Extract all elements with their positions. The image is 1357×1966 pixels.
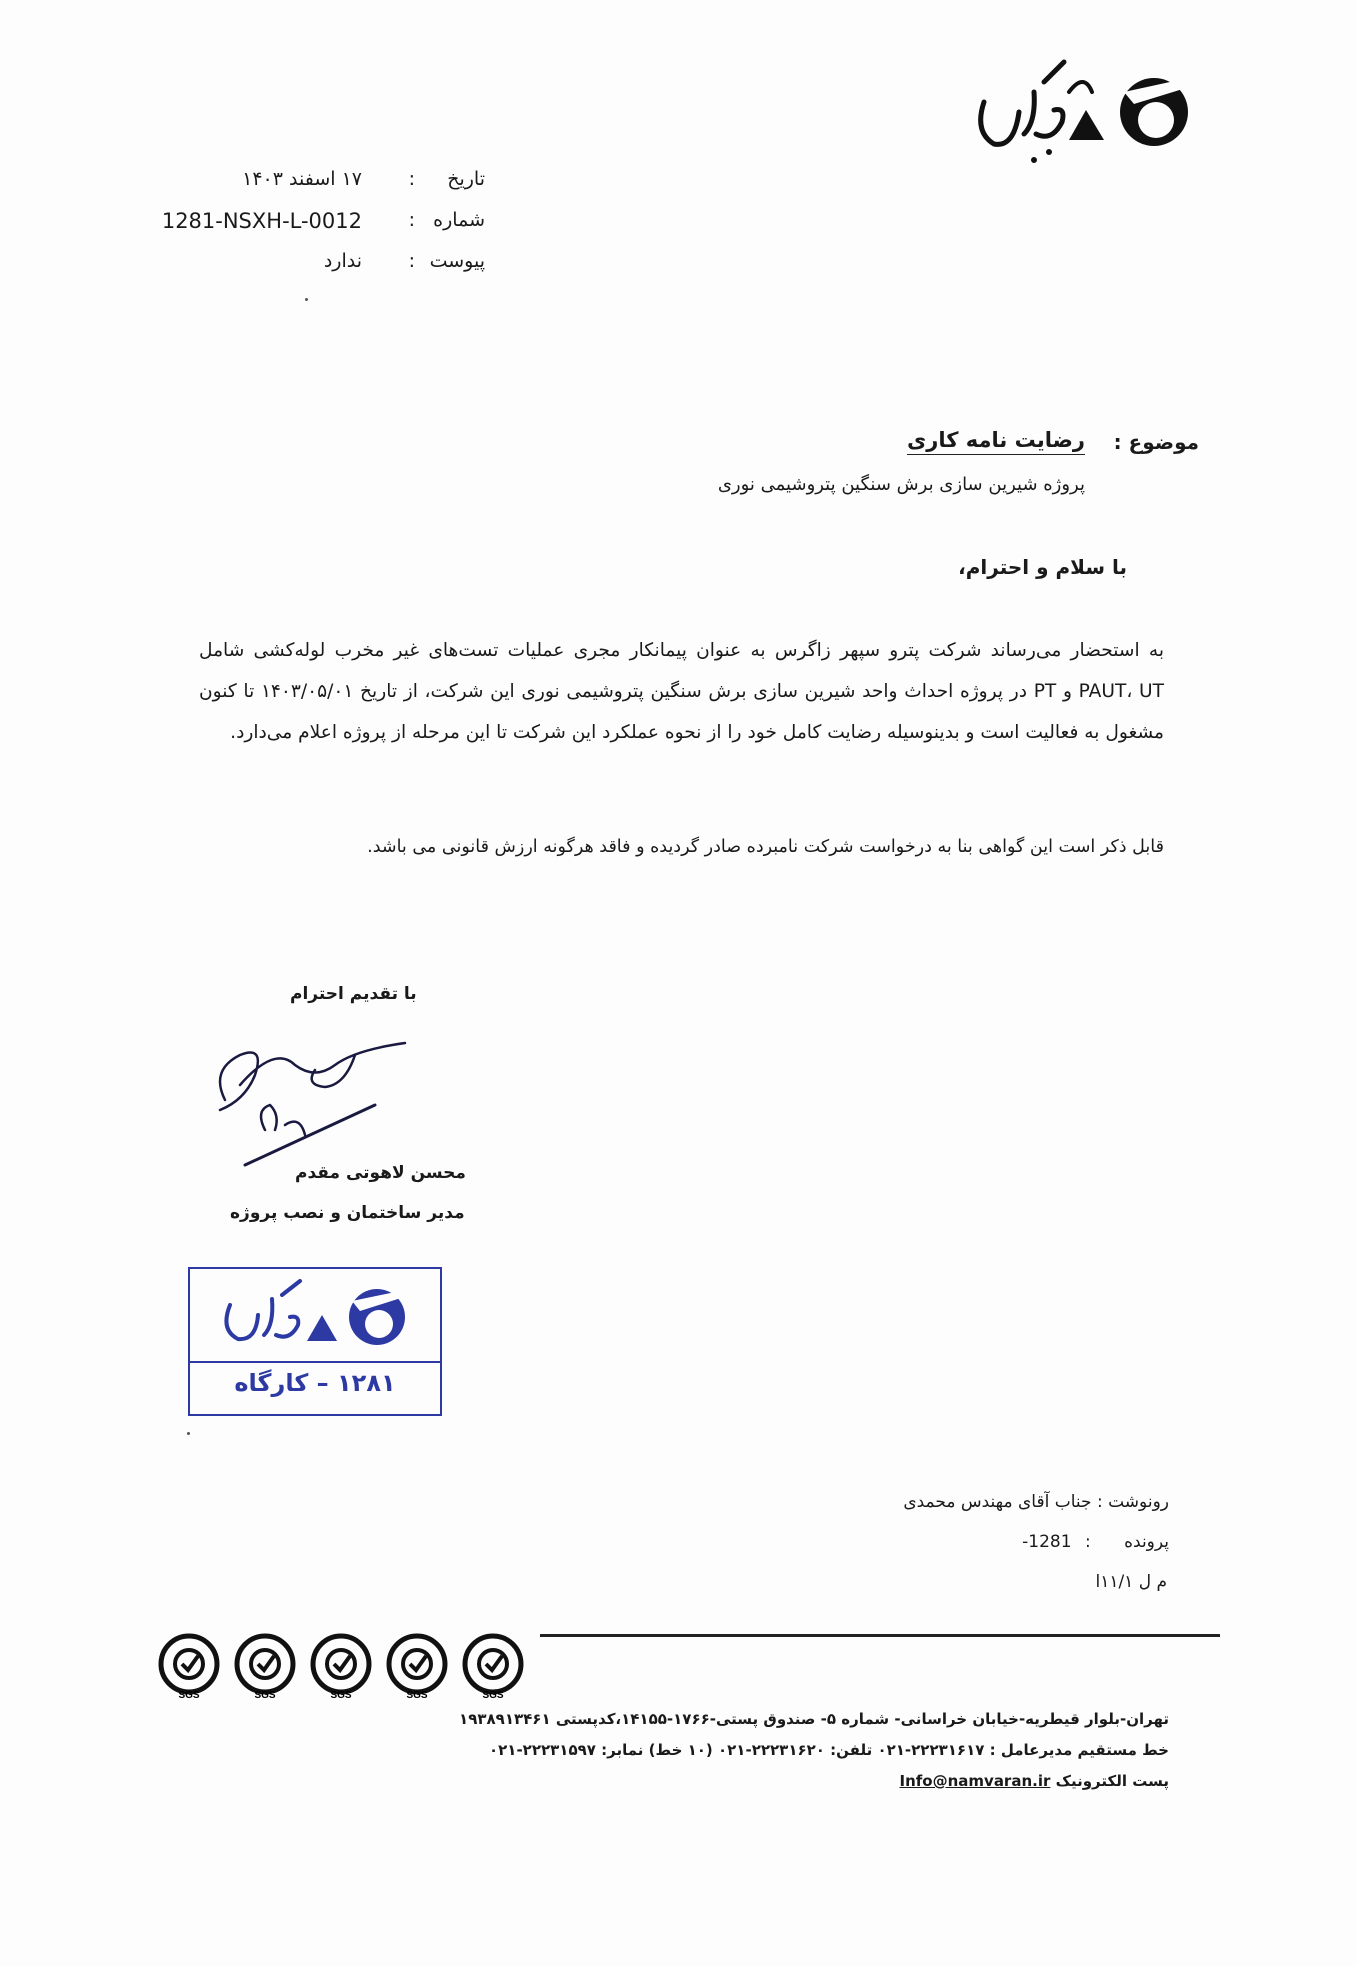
attachment-value: ندارد — [323, 250, 362, 272]
number-label: شماره — [433, 209, 485, 231]
number-separator: : — [408, 209, 415, 231]
date-label: تاریخ — [447, 168, 485, 190]
speck — [187, 1432, 190, 1435]
check-icon — [334, 1656, 350, 1670]
signer-title: مدیر ساختمان و نصب پروژه — [230, 1203, 465, 1223]
reference-code: م ل ۱۱/۱ا — [1095, 1572, 1167, 1592]
signer-name: محسن لاهوتی مقدم — [295, 1163, 466, 1183]
sgs-badge — [389, 1636, 445, 1701]
sgs-badge — [161, 1636, 217, 1701]
cc-label: رونوشت : — [1096, 1492, 1169, 1512]
file-separator: : — [1084, 1532, 1091, 1552]
attachment-row — [150, 250, 485, 291]
closing-regards: با تقدیم احترام — [290, 984, 417, 1004]
subject-label: موضوع : — [1113, 430, 1199, 454]
file-value: 1281- — [1022, 1532, 1072, 1552]
number-row — [150, 209, 485, 250]
check-icon — [258, 1656, 274, 1670]
svg-text:SGS: SGS — [406, 1690, 428, 1701]
subject-title: رضایت نامه کاری — [907, 428, 1085, 455]
sgs-badge — [465, 1636, 521, 1701]
cc-value: جناب آقای مهندس محمدی — [903, 1492, 1092, 1512]
date-separator: : — [408, 168, 415, 190]
speck — [305, 298, 308, 301]
sgs-badge — [237, 1636, 293, 1701]
attachment-label: پیوست — [429, 250, 485, 272]
date-value: ۱۷ اسفند ۱۴۰۳ — [242, 168, 362, 190]
company-stamp — [188, 1267, 442, 1416]
attachment-separator: : — [408, 250, 415, 272]
file-label: پرونده — [1124, 1532, 1169, 1552]
file-line — [1022, 1532, 1169, 1552]
legal-note: قابل ذکر است این گواهی بنا به درخواست شرکت نامبرده صادر گردیده و فاقد هرگونه ارزش قانونی می باشد. — [367, 837, 1164, 857]
cc-line — [903, 1492, 1169, 1512]
svg-text:SGS: SGS — [254, 1690, 276, 1701]
footer-phones: خط مستقیم مدیرعامل : ۲۲۲۳۱۶۱۷-۰۲۱ تلفن: ۲۲۲۳۱۶۲۰-۰۲۱ (۱۰ خط) نمابر: ۲۲۲۳۱۵۹۷-۰۲۱ — [488, 1741, 1169, 1759]
stamp-divider — [190, 1361, 440, 1363]
sgs-badge — [313, 1636, 369, 1701]
svg-text:SGS: SGS — [330, 1690, 352, 1701]
stamp-text: ۱۲۸۱ – کارگاه — [234, 1369, 396, 1397]
svg-text:SGS: SGS — [482, 1690, 504, 1701]
footer-rule — [540, 1634, 1220, 1637]
date-row — [150, 168, 485, 209]
stamp-logo — [212, 1275, 417, 1357]
footer-email-row — [900, 1772, 1169, 1790]
email-label: پست الکترونیک — [1055, 1772, 1169, 1790]
check-icon — [486, 1656, 502, 1670]
greeting: با سلام و احترام، — [958, 555, 1127, 579]
footer-address: تهران-بلوار قیطریه-خیابان خراسانی- شماره ۵- صندوق پستی-۱۷۶۶-۱۴۱۵۵،کدپستی ۱۹۳۸۹۱۳۴۶۱ — [459, 1710, 1169, 1728]
check-icon — [182, 1656, 198, 1670]
email-link[interactable]: Info@namvaran.ir — [899, 1772, 1051, 1790]
letter-meta — [150, 168, 485, 291]
check-icon — [410, 1656, 426, 1670]
handwritten-signature — [205, 1025, 415, 1175]
number-value: 1281-NSXH-L-0012 — [161, 209, 362, 233]
company-logo — [974, 52, 1199, 180]
svg-text:SGS: SGS — [178, 1690, 200, 1701]
body-paragraph: به استحضار می‌رساند شرکت پترو سپهر زاگرس به عنوان پیمانکار مجری عملیات تست‌های غیر مخرب لوله‌کشی شامل PAUT، UT و PT در پروژه احداث واحد شیرین سازی برش سنگین پتروشیمی نوری این شرکت، از تاریخ ۱۴۰۳/۰۵/۰۱ تا کنون مشغول به فعالیت است و بدینوسیله رضایت کامل خود را از نحوه عملکرد این شرکت تا این مرحله از پروژه اعلام می‌دارد. — [199, 640, 1164, 743]
subject-project: پروژه شیرین سازی برش سنگین پتروشیمی نوری — [717, 474, 1085, 495]
certification-badges — [152, 1632, 530, 1702]
